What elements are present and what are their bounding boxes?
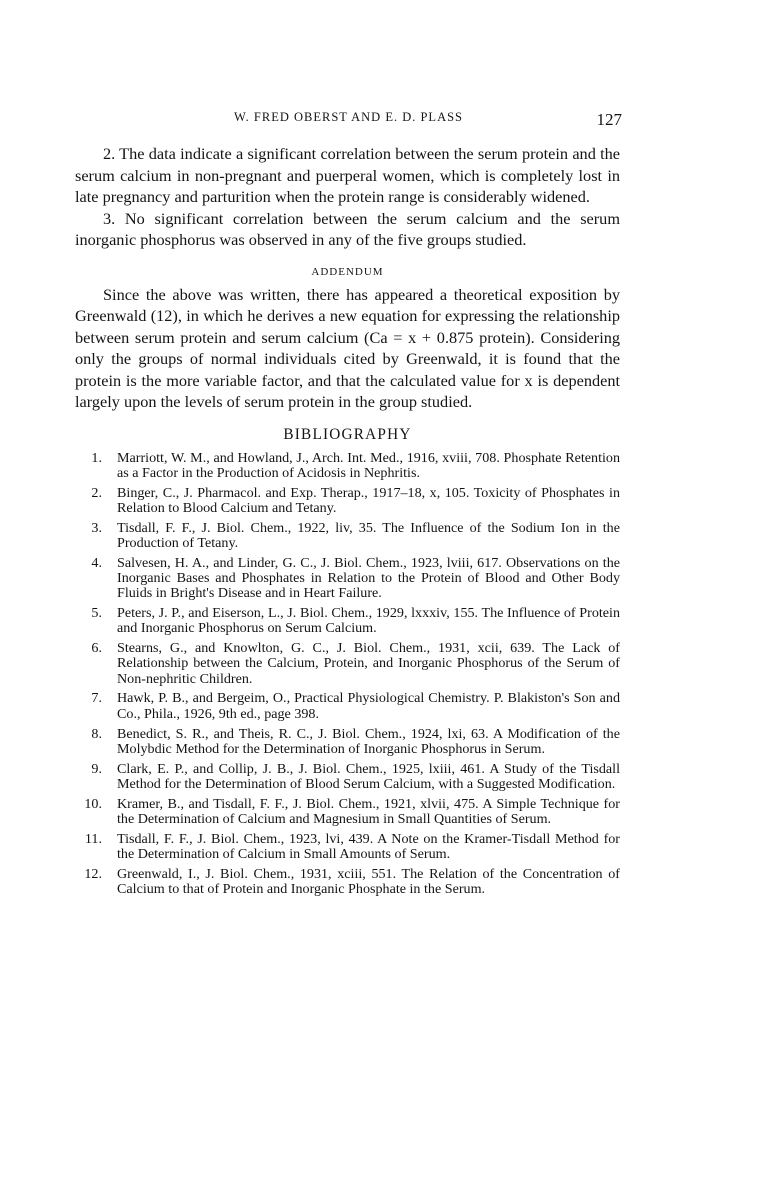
reference-text: Binger, C., J. Pharmacol. and Exp. Therap., 1917–18, x, 105. Toxicity of Phosphates in Relation to Blood Calcium and Tetany. [117,484,620,516]
page-number: 127 [596,110,622,129]
page-body [75,143,620,902]
reference-number: 1. [91,449,102,466]
reference-item [75,641,620,687]
reference-list [75,451,620,898]
addendum-paragraph: Since the above was written, there has appeared a theoretical exposition by Greenwald (12), in which he derives a new equation for expressing the relationship between serum protein and serum calcium (Ca = x + 0.875 protein). Considering only the groups of normal individuals cited by Greenwald, it is found that the protein is the more variable factor, and that the calculated value for x is dependent largely upon the levels of serum protein in the group studied. [75,284,620,411]
running-head: W. FRED OBERST AND E. D. PLASS [234,110,463,124]
reference-text: Clark, E. P., and Collip, J. B., J. Biol. Chem., 1925, lxiii, 461. A Study of the Tisdall Method for the Determination of Blood Serum Calcium, with a Suggested Modification. [117,760,620,792]
reference-text: Stearns, G., and Knowlton, G. C., J. Biol. Chem., 1931, xcii, 639. The Lack of Relationship between the Calcium, Protein, and Inorganic Phosphorus of the Serum of Non-nephritic Children. [117,640,620,687]
reference-item [75,727,620,757]
reference-item [75,867,620,897]
reference-text: Tisdall, F. F., J. Biol. Chem., 1923, lvi, 439. A Note on the Kramer-Tisdall Method for the Determination of Calcium in Small Amounts of Serum. [117,830,620,863]
reference-text: Peters, J. P., and Eiserson, L., J. Biol. Chem., 1929, lxxxiv, 155. The Influence of Protein and Inorganic Phosphorus on Serum Calcium. [117,605,620,637]
reference-number: 3. [91,519,102,536]
reference-text: Salvesen, H. A., and Linder, G. C., J. Biol. Chem., 1923, lviii, 617. Observations on the Inorganic Bases and Phosphates in Relation to the Protein of Blood and Other Body Fluids in Bright's Disease and in Heart Failure. [117,554,620,602]
reference-item [75,556,620,602]
reference-number: 12. [84,865,102,882]
reference-number: 10. [84,795,102,812]
reference-text: Benedict, S. R., and Theis, R. C., J. Biol. Chem., 1924, lxi, 63. A Modification of the Molybdic Method for the Determination of Inorganic Phosphorus in Serum. [117,725,620,757]
reference-text: Hawk, P. B., and Bergeim, O., Practical Physiological Chemistry. P. Blakiston's Son and Co., Phila., 1926, 9th ed., page 398. [117,690,620,722]
reference-number: 5. [91,605,102,622]
reference-number: 6. [91,640,102,657]
reference-item [75,691,620,721]
addendum-heading: ADDENDUM [311,265,384,278]
reference-text: Marriott, W. M., and Howland, J., Arch. Int. Med., 1916, xviii, 708. Phosphate Retention as a Factor in the Production of Acidosis in Nephritis. [117,449,620,481]
conclusion-paragraph: 3. No significant correlation between the serum calcium and the serum inorganic phosphorus was observed in any of the five groups studied. [75,208,620,249]
bibliography-heading: BIBLIOGRAPHY [283,425,412,443]
reference-text: Tisdall, F. F., J. Biol. Chem., 1922, liv, 35. The Influence of the Sodium Ion in the Production of Tetany. [117,519,620,551]
reference-number: 11. [84,830,102,847]
reference-item [75,451,620,481]
reference-item [75,606,620,636]
reference-number: 2. [91,484,102,501]
reference-item [75,486,620,516]
reference-item [75,762,620,792]
reference-number: 8. [91,725,102,742]
reference-text: Kramer, B., and Tisdall, F. F., J. Biol. Chem., 1921, xlvii, 475. A Simple Technique for the Determination of Calcium and Magnesium in Small Quantities of Serum. [117,795,620,827]
reference-number: 9. [91,760,102,777]
conclusion-paragraph: 2. The data indicate a significant correlation between the serum protein and the serum calcium in non-pregnant and puerperal women, which is completely lost in late pregnancy and parturition when the protein range is considerably widened. [75,144,620,206]
reference-number: 4. [91,554,102,571]
reference-item [75,521,620,551]
reference-item [75,797,620,827]
reference-text: Greenwald, I., J. Biol. Chem., 1931, xciii, 551. The Relation of the Concentration of Calcium to that of Protein and Inorganic Phosphate in the Serum. [117,865,620,898]
reference-number: 7. [91,690,102,707]
reference-item [75,832,620,862]
